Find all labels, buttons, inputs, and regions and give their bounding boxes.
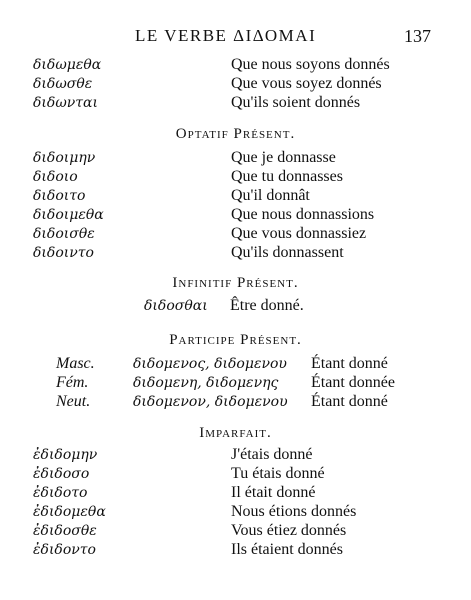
gender-label: Fém.: [56, 374, 89, 391]
greek-form: διδωμεθα: [33, 57, 102, 73]
greek-form: διδοιμην: [33, 150, 96, 166]
conjugation-row: [0, 187, 471, 206]
greek-form: διδομενος, διδομενου: [133, 356, 287, 372]
gender-label: Masc.: [56, 355, 95, 372]
page-header: [0, 26, 471, 50]
greek-form: διδοιτο: [33, 188, 86, 204]
conjugation-row: [0, 446, 471, 465]
conjugation-row: [0, 225, 471, 244]
french-translation: Étant donnée: [311, 374, 395, 391]
french-translation: Que nous donnassions: [231, 206, 375, 223]
greek-form: ἐδιδοτο: [33, 485, 88, 501]
greek-form: διδοσθαι: [144, 298, 208, 314]
greek-form: διδομενη, διδομενης: [133, 375, 279, 391]
french-translation: Ils étaient donnés: [231, 541, 343, 558]
page-title: LE VERBE ΔΙΔΟΜΑΙ: [135, 26, 317, 45]
subjonctif-continuation: [0, 56, 471, 113]
greek-form: ἐδιδομεθα: [33, 504, 106, 520]
greek-form: διδοισθε: [33, 226, 95, 242]
participle-row: [0, 393, 471, 412]
participe-heading: Participe Présent.: [169, 332, 302, 348]
participle-row: [0, 374, 471, 393]
french-translation: Qu'il donnât: [231, 187, 310, 204]
conjugation-row: [0, 465, 471, 484]
greek-form: διδομενον, διδομενου: [133, 394, 288, 410]
greek-form: ἐδιδομην: [33, 447, 98, 463]
french-translation: Que nous soyons donnés: [231, 56, 390, 73]
conjugation-row: [0, 484, 471, 503]
conjugation-row: [0, 75, 471, 94]
conjugation-row: [0, 168, 471, 187]
participe-section: [0, 355, 471, 412]
french-translation: Qu'ils soient donnés: [231, 94, 361, 111]
imparfait-section: [0, 446, 471, 560]
gender-label: Neut.: [56, 393, 91, 410]
french-translation: Nous étions donnés: [231, 503, 357, 520]
optatif-heading: Optatif Présent.: [175, 126, 296, 142]
infinitif-heading: Infinitif Présent.: [172, 275, 299, 291]
infinitif-row: [0, 297, 471, 316]
greek-form: ἐδιδοντο: [33, 542, 96, 558]
imparfait-heading: Imparfait.: [199, 425, 272, 441]
greek-form: διδωνται: [33, 95, 98, 111]
french-translation: Être donné.: [230, 297, 304, 314]
conjugation-row: [0, 56, 471, 75]
greek-form: ἐδιδοσο: [33, 466, 90, 482]
french-translation: Que vous donnassiez: [231, 225, 367, 242]
french-translation: Tu étais donné: [231, 465, 325, 482]
greek-form: ἐδιδοσθε: [33, 523, 97, 539]
french-translation: Que je donnasse: [231, 149, 336, 166]
greek-form: διδοιντο: [33, 245, 94, 261]
french-translation: Vous étiez donnés: [231, 522, 347, 539]
french-translation: Que vous soyez donnés: [231, 75, 382, 92]
optatif-section: [0, 149, 471, 263]
conjugation-row: [0, 94, 471, 113]
conjugation-row: [0, 541, 471, 560]
greek-form: διδωσθε: [33, 76, 93, 92]
french-translation: J'étais donné: [231, 446, 313, 463]
conjugation-row: [0, 244, 471, 263]
conjugation-row: [0, 503, 471, 522]
page-number: 137: [404, 26, 431, 46]
conjugation-row: [0, 206, 471, 225]
conjugation-row: [0, 149, 471, 168]
conjugation-row: [0, 522, 471, 541]
french-translation: Que tu donnasses: [231, 168, 343, 185]
greek-form: διδοιο: [33, 169, 78, 185]
french-translation: Étant donné: [311, 355, 388, 372]
participle-row: [0, 355, 471, 374]
french-translation: Il était donné: [231, 484, 316, 501]
greek-form: διδοιμεθα: [33, 207, 104, 223]
french-translation: Qu'ils donnassent: [231, 244, 344, 261]
french-translation: Étant donné: [311, 393, 388, 410]
